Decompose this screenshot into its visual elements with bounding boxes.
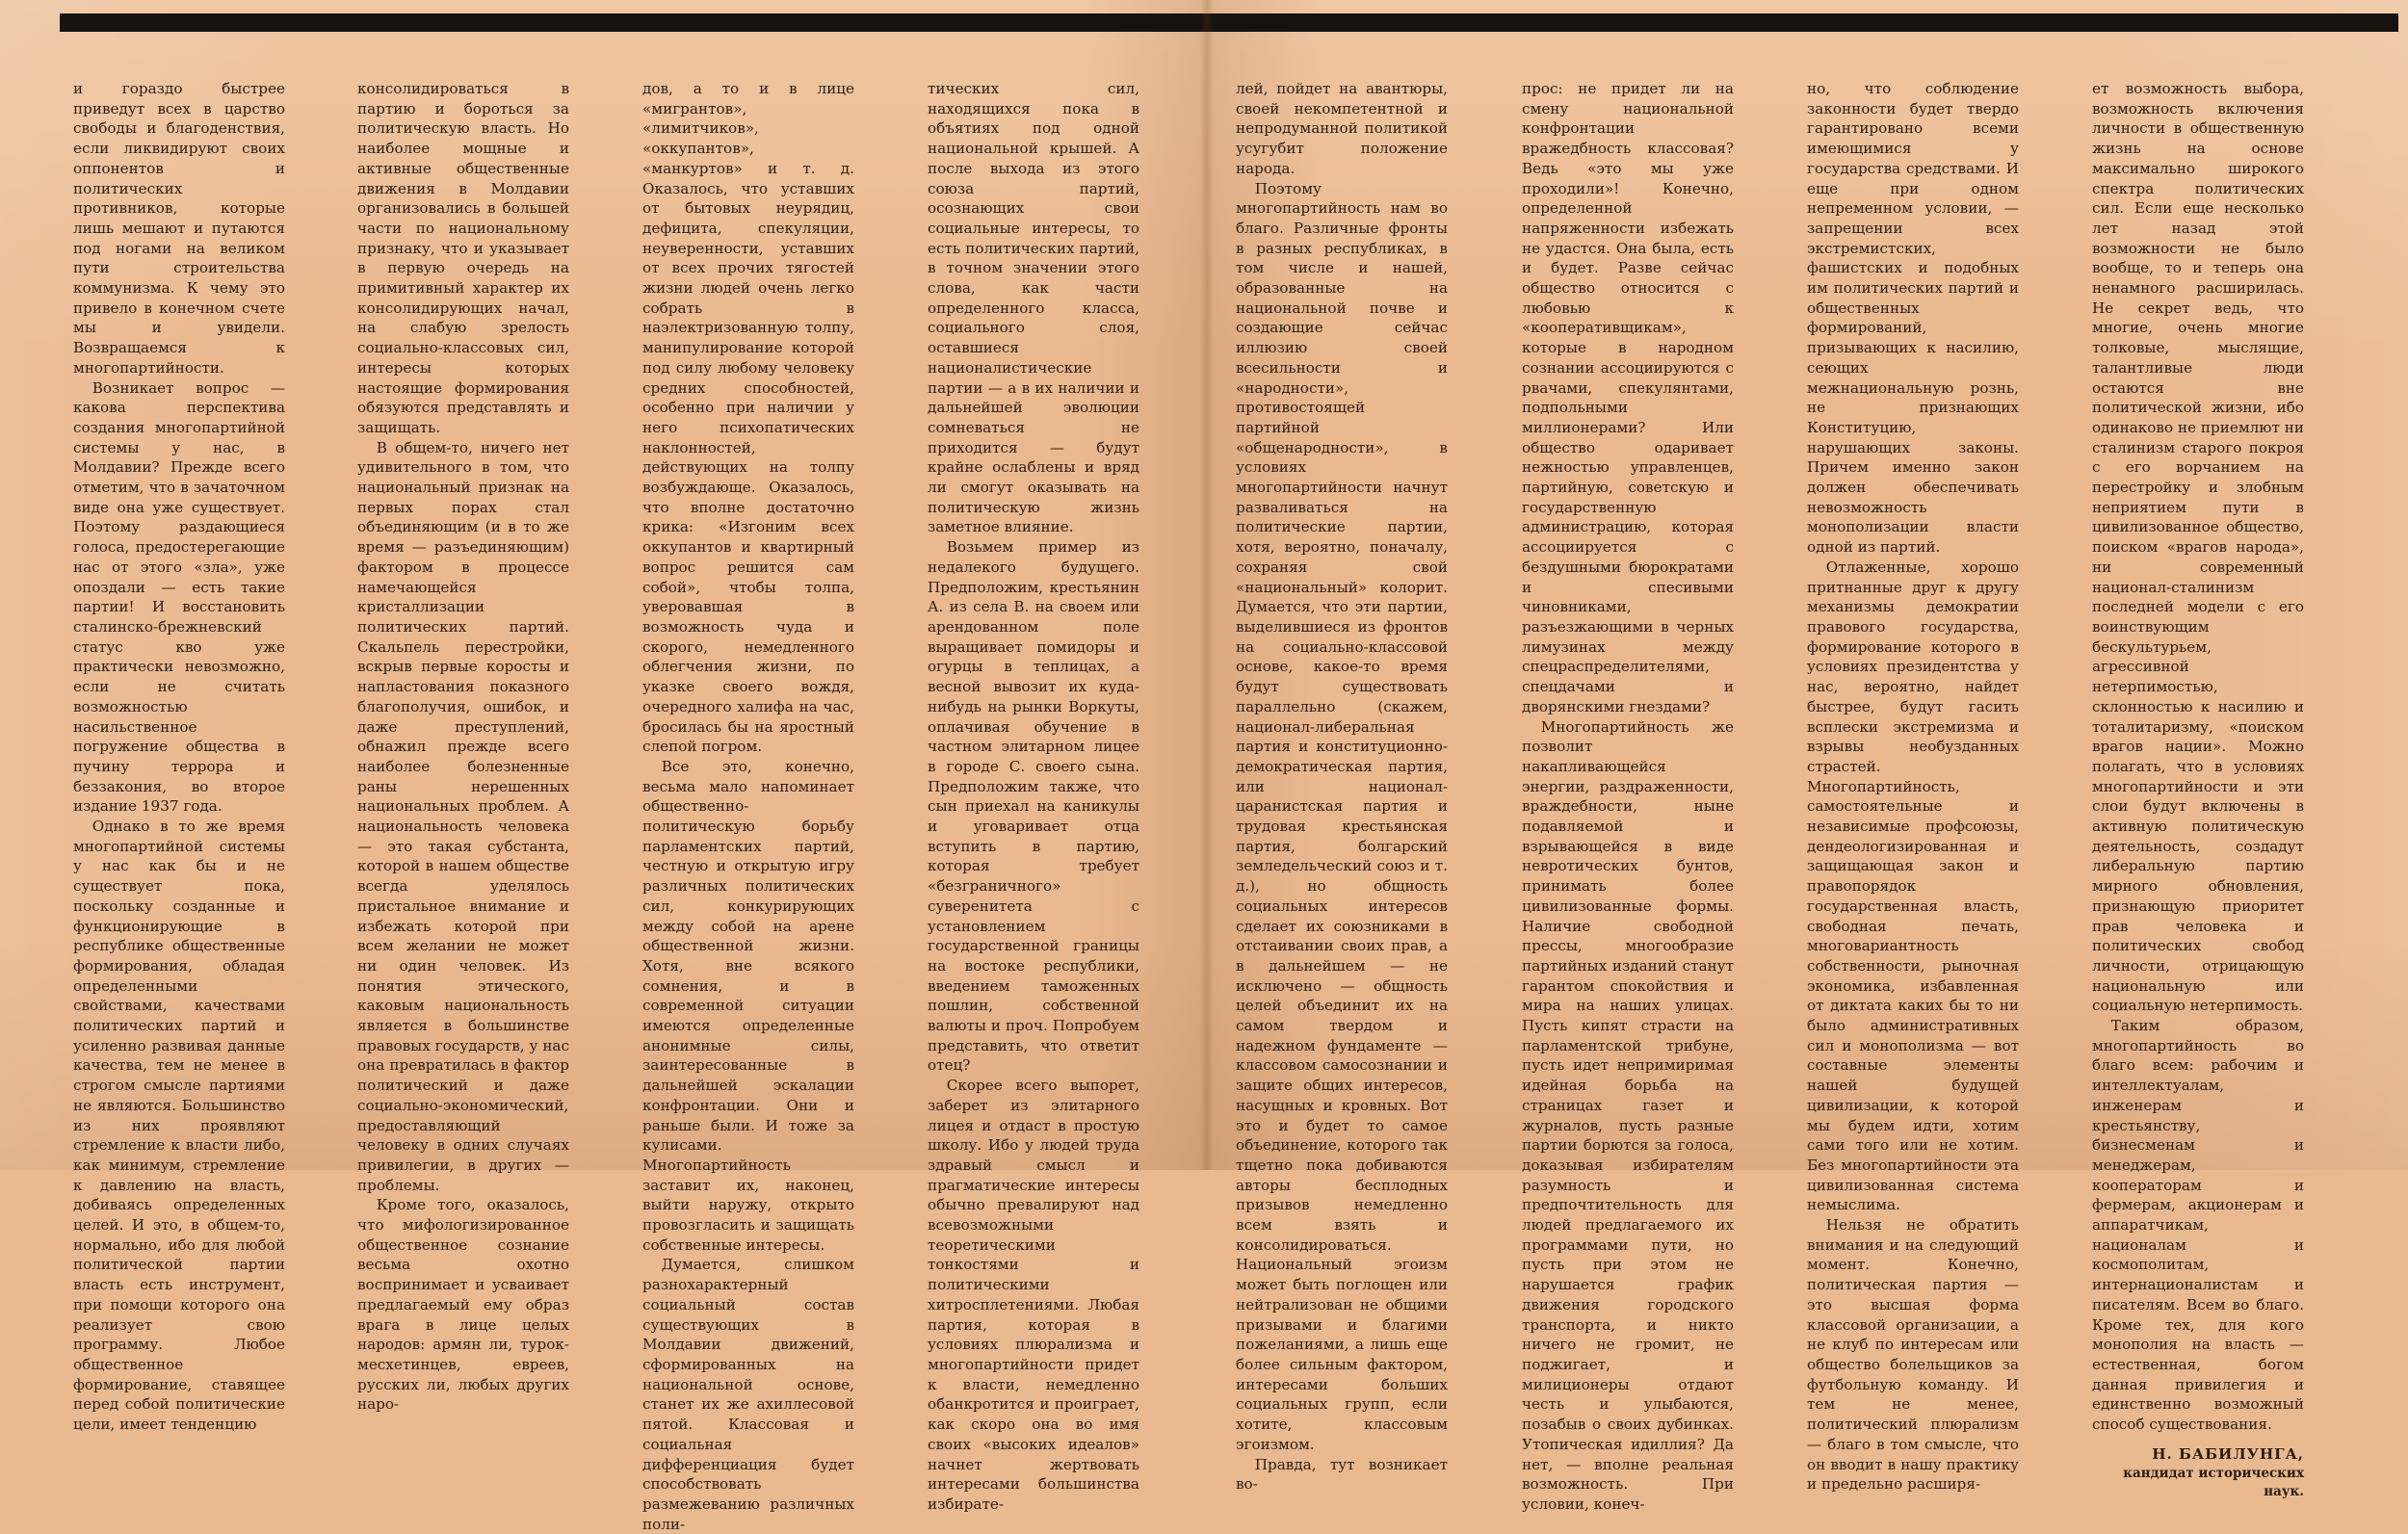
text-column-7 (1807, 79, 2019, 1494)
text-column-4 (928, 79, 1139, 1513)
paragraph: Возьмем пример из недалекого будущего. Предположим, крестьянин А. из села В. на своем или арендованном поле выращивает помидоры и огурцы в теплицах, а весной вывозит их куда-нибудь на рынки Воркуты, оплачивая обучение в частном элитарном лицее в городе С. своего сына. Предположим также, что сын приехал на каникулы и уговаривает отца вступить в партию, которая требует «безграничного» суверенитета с установлением государственной границы на востоке республики, введением таможенных пошлин, собственной валюты и проч. Попробуем представить, что ответит отец? (928, 538, 1139, 1075)
paragraph: Нельзя не обратить внимания и на следующий момент. Конечно, политическая партия — это высшая форма классовой организации, а не клуб по интересам или общество болельщиков за футбольную команду. И тем не менее, политический плюрализм — благо в том смысле, что он вводит в нашу практику и предельно расширя- (1807, 1216, 2019, 1494)
paragraph: лей, пойдет на авантюры, своей некомпетентной и непродуманной политикой усугубит положение народа. (1236, 80, 1448, 177)
paragraph: Все это, конечно, весьма мало напоминает общественно-политическую борьбу парламентских партий, честную и открытую игру различных политических сил, конкурирующих между собой на арене общественной жизни. Хотя, вне всякого сомнения, и в современной ситуации имеются определенные анонимные силы, заинтересованные в дальнейшей эскалации конфронтации. Они и раньше были. И тоже за кулисами. Многопартийность заставит их, наконец, выйти наружу, открыто провозгласить и защищать собственные интересы. (642, 757, 854, 1254)
page-fold (1200, 0, 1214, 1170)
paragraph: Скорее всего выпорет, заберет из элитарного лицея и отдаст в простую школу. Ибо у людей труда здравый смысл и прагматические интересы обычно превалируют над всевозможными теоретическими тонкостями и политическими хитросплетениями. Любая партия, которая в условиях плюрализма и многопартийности придет к власти, немедленно обанкротится и проиграет, как скоро она во имя своих «высоких идеалов» начнет жертвовать интересами большинства избирате- (928, 1077, 1139, 1513)
text-column-2 (357, 79, 569, 1414)
paragraph: Кроме того, оказалось, что мифологизированное общественное сознание весьма охотно воспринимает и усваивает предлагаемый ему образ врага в лице целых народов: армян ли, турок-месхетинцев, евреев, русских ли, любых других наро- (357, 1196, 569, 1414)
paragraph: и гораздо быстрее приведут всех в царство свободы и благоденствия, если ликвидируют своих оппонентов и политических противников, которые лишь мешают и путаются под ногами на великом пути строительства коммунизма. К чему это привело в конечном счете мы и увидели. Возвращаемся к многопартийности. (73, 80, 285, 377)
paragraph: Многопартийность же позволит накапливающейся энергии, раздраженности, враждебности, ныне подавляемой и взрывающейся в виде невротических бунтов, принимать более цивилизованные формы. Наличие свободной прессы, многообразие партийных изданий станут гарантом спокойствия и мира на наших улицах. Пусть кипят страсти на парламентской трибуне, пусть идет непримиримая идейная борьба на страницах газет и журналов, пусть разные партии борются за голоса, доказывая избирателям разумность и предпочтительность для людей предлагаемого их программами пути, но пусть при этом не нарушается график движения городского транспорта, и никто ничего не громит, не поджигает, и милиционеры отдают честь и улыбаются, позабыв о своих дубинках. Утопическая идиллия? Да нет, — вполне реальная возможность. При условии, конеч- (1522, 717, 1734, 1513)
author-signature: Н. БАБИЛУНГА, (2152, 1444, 2304, 1463)
top-black-rule (60, 13, 2398, 32)
text-column-8 (2092, 79, 2305, 1499)
paragraph: ет возможность выбора, возможность включения личности в общественную жизнь на основе максимально широкого спектра политических сил. Если еще несколько лет назад этой возможности не было вообще, то и теперь она ненамного расширилась. Не секрет ведь, что многие, очень многие толковые, мыслящие, талантливые люди остаются вне политической жизни, ибо одинаково не приемлют ни сталинизм старого покроя с его ворчанием на перестройку и злобным неприятием пути в цивилизованное общество, поиском «врагов народа», ни современный национал-сталинизм последней модели с его воинствующим бескультурьем, агрессивной нетерпимостью, склонностью к насилию и тоталитаризму, «поиском врагов нации». Можно полагать, что в условиях многопартийности и эти слои будут включены в активную политическую деятельность, создадут либеральную партию мирного обновления, признающую приоритет прав человека и политических свобод личности, отрицающую национальную или социальную нетерпимость. (2092, 80, 2305, 1015)
text-column-5 (1236, 79, 1448, 1494)
paragraph: Думается, слишком разнохарактерный социальный состав существующих в Молдавии движений, сформированных на национальной основе, станет их же ахиллесовой пятой. Классовая и социальная дифференциация будет способствовать размежеванию различных поли- (642, 1256, 854, 1533)
paragraph: но, что соблюдение законности будет твердо гарантировано всеми имеющимися у государства средствами. И еще при одном непременном условии, — запрещении всех экстремистских, фашистских и подобных им политических партий и общественных формирований, призывающих к насилию, сеющих межнациональную рознь, не признающих Конституцию, нарушающих законы. Причем именно закон должен обеспечивать невозможность монополизации власти одной из партий. (1807, 80, 2019, 557)
paragraph: Возникает вопрос — какова перспектива создания многопартийной системы у нас, в Молдавии? Прежде всего отметим, что в зачаточном виде она уже существует. Поэтому раздающиеся голоса, предостерегающие нас от этого «зла», уже опоздали — есть такие партии! И восстановить сталинско-брежневский статус кво уже практически невозможно, если не считать возможностью насильственное погружение общества в пучину террора и беззакония, во второе издание 1937 года. (73, 378, 285, 816)
paragraph: Правда, тут возникает во- (1236, 1455, 1448, 1494)
paragraph: Таким образом, многопартийность во благо всем: рабочим и интеллектуалам, инженерам и крестьянству, бизнесменам и менеджерам, кооператорам и фермерам, акционерам и аппаратчикам, националам и космополитам, интернационалистам и писателям. Всем во благо. Кроме тех, для кого монополия на власть — естественная, богом данная привилегия и единственно возможный способ существования. (2092, 1017, 2304, 1434)
text-column-6 (1522, 79, 1734, 1513)
paragraph: Отлаженные, хорошо притнанные друг к другу механизмы демократии правового государства, формирование которого в условиях президентства у нас, вероятно, найдет быстрее, будут гасить всплески экстремизма и взрывы необузданных страстей. Многопартийность, самостоятельные и независимые профсоюзы, дендеологизированная и защищающая закон и правопорядок государственная власть, свободная печать, многовариантность собственности, рыночная экономика, избавленная от диктата каких бы то ни было административных сил и монополизма — вот составные элементы нашей будущей цивилизации, к которой мы будем идти, хотим сами того или не хотим. Без многопартийности эта цивилизованная система немыслима. (1807, 558, 2019, 1214)
paragraph: тических сил, находящихся пока в объятиях под одной национальной крышей. А после выхода из этого союза партий, осознающих свои социальные интересы, то есть политических партий, в точном значении этого слова, как части определенного класса, социального слоя, оставшиеся националистические партии — а в их наличии и дальнейшей эволюции сомневаться не приходится — будут крайне ослаблены и вряд ли смогут оказывать на политическую жизнь заметное влияние. (928, 80, 1139, 536)
paragraph: Однако в то же время многопартийной системы у нас как бы и не существует пока, поскольку созданные и функционирующие в республике общественные формирования, обладая определенными свойствами, качествами политических партий и усиленно развивая данные качества, тем не менее в строгом смысле партиями не являются. Большинство из них проявляют стремление к власти либо, как минимум, стремление к давлению на власть, добиваясь определенных целей. И это, в общем-то, нормально, ибо для любой политической партии власть есть инструмент, при помощи которого она реализует свою программу. Любое общественное формирование, ставящее перед собой политические цели, имеет тенденцию (73, 818, 285, 1434)
text-column-3 (642, 79, 854, 1533)
paragraph: прос: не придет ли на смену национальной конфронтации вражедбность классовая? Ведь «это мы уже проходили»! Конечно, определенной напряженности избежать не удастся. Она была, есть и будет. Разве сейчас общество относится с любовью к «кооперативщикам», которые в народном сознании ассоциируются с рвачами, спекулянтами, подпольными миллионерами? Или общество одаривает нежностью управленцев, партийную, советскую и государственную администрацию, которая ассоциируется с бездушными бюрократами и спесивыми чиновниками, разъезжающими в черных лимузинах между спецраспределителями, спецдачами и дворянскими гнездами? (1522, 80, 1734, 715)
paragraph: консолидироваться в партию и бороться за политическую власть. Но наиболее мощные и активные общественные движения в Молдавии организовались в большей части по национальному признаку, что и указывает в первую очередь на примитивный характер их консолидирующих начал, на слабую зрелость социально-классовых сил, интересы которых настоящие формирования обязуются представлять и защищать. (357, 80, 569, 436)
paragraph: дов, а то и в лице «мигрантов», «лимитчиков», «оккупантов», «манкуртов» и т. д. Оказалось, что уставших от бытовых неурядиц, дефицита, спекуляции, неуверенности, уставших от всех прочих тягостей жизни людей очень легко собрать в наэлектризованную толпу, манипулирование которой под силу любому человеку средних способностей, особенно при наличии у него психопатических наклонностей, действующих на толпу возбуждающе. Оказалось, что вполне достаточно крика: «Изгоним всех оккупантов и квартирный вопрос решится сам собой», чтобы толпа, уверовавшая в возможность чуда и скорого, немедленного облегчения жизни, по указке своего вождя, очередного халифа на час, бросилась бы на яростный слепой погром. (642, 80, 854, 756)
paragraph: В общем-то, ничего нет удивительного в том, что национальный признак на первых порах стал объединяющим (и в то же время — разъединяющим) фактором в процессе намечающейся кристаллизации политических партий. Скальпель перестройки, вскрыв первые коросты и напластования показного благополучия, ошибок, и даже преступлений, обнажил прежде всего наиболее болезненные раны нерешенных национальных проблем. А национальность человека — это такая субстанта, которой в нашем обществе всегда уделялось пристальное внимание и избежать которой при всем желании не может ни один человек. Из понятия этического, каковым национальность является в большинстве правовых государств, у нас она превратилась в фактор политический и даже социально-экономический, предоставляющий человеку в одних случаях привилегии, в других — проблемы. (357, 438, 569, 1194)
text-column-1 (73, 79, 285, 1434)
paragraph: Поэтому многопартийность нам во благо. Различные фронты в разных республиках, в том числе и нашей, образованные на национальной почве и создающие сейчас иллюзию своей всесильности и «народности», противостоящей партийной «общенародности», в условиях многопартийности начнут разваливаться на политические партии, хотя, вероятно, поначалу, сохраняя свой «национальный» колорит. Думается, что эти партии, выделившиеся из фронтов на социально-классовой основе, какое-то время будут существовать параллельно (скажем, национал-либеральная партия и конституционно-демократическая партия, или национал-царанистская партия и трудовая крестьянская партия, болгарский земледельческий союз и т. д.), но общность социальных интересов сделает их союзниками в отстаивании своих прав, а в дальнейшем — не исключено — общность целей объединит их на самом твердом и надежном фундаменте — классовом самосознании и защите общих интересов, насущных и кровных. Вот это и будет то самое объединение, которого так тщетно пока добиваются авторы бесплодных призывов немедленно всем взять и консолидироваться. Национальный эгоизм может быть поглощен или нейтрализован не общими призывами и благими пожеланиями, а лишь еще более сильным фактором, интересами больших социальных групп, если хотите, классовым эгоизмом. (1236, 179, 1448, 1453)
author-title: кандидат исторических наук. (2123, 1465, 2304, 1499)
